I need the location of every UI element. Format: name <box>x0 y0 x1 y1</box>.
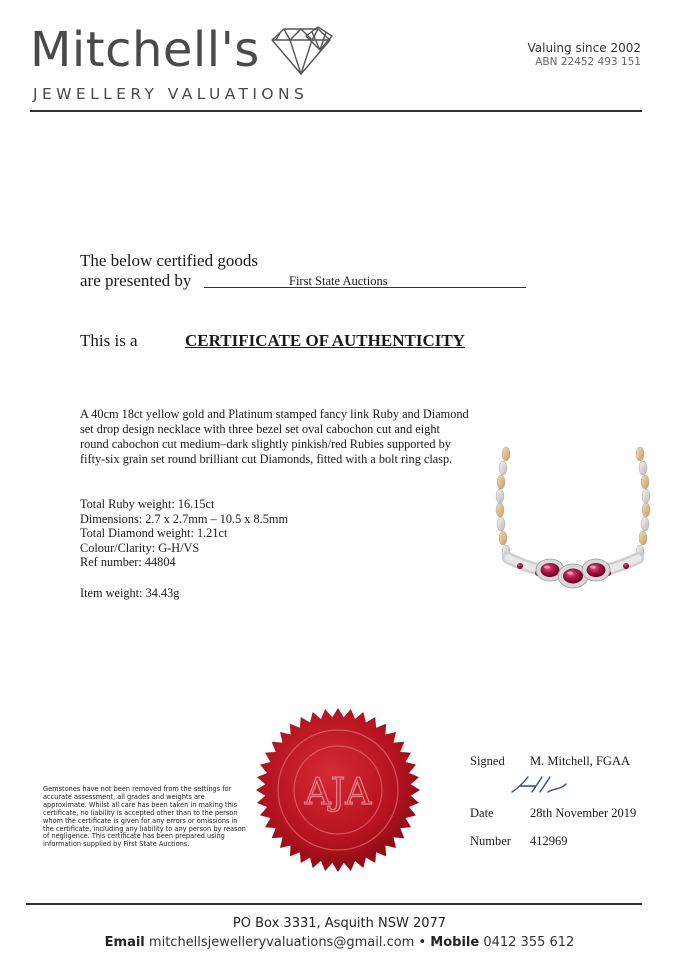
email-label: Email <box>104 935 145 950</box>
contact-separator: • <box>418 935 427 950</box>
item-description: A 40cm 18ct yellow gold and Platinum stamped fancy link Ruby and Diamond set drop design necklace with three bezel set oval cabochon cut and eight round cabochon cut medium–dark slightly pinkish/red Rubies supported by fifty-six grain set round brilliant cut Diamonds, fitted with a bolt ring clasp. <box>80 407 469 466</box>
footer-divider <box>26 903 642 905</box>
spec-diamond-weight: Total Diamond weight: 1.21ct <box>80 526 228 541</box>
necklace-image <box>478 440 668 615</box>
brand-subtitle: JEWELLERY VALUATIONS <box>33 85 309 103</box>
red-wax-seal <box>254 706 422 874</box>
spec-dimensions: Dimensions: 2.7 x 2.7mm – 10.5 x 8.5mm <box>80 511 289 526</box>
seal-monogram: AJA <box>304 772 372 813</box>
abn-number: ABN 22452 493 151 <box>535 56 641 68</box>
footer-contact <box>0 935 679 950</box>
header-divider <box>30 110 642 112</box>
certificate-title: CERTIFICATE OF AUTHENTICITY <box>185 331 465 350</box>
diamond-logo-icon <box>266 26 338 78</box>
presented-line-2: are presented by <box>80 271 192 290</box>
spec-ruby-weight: Total Ruby weight: 16.15ct <box>80 497 215 511</box>
email-value: mitchellsjewelleryvaluations@gmail.com <box>148 935 415 950</box>
disclaimer-text: Gemstones have not been removed from the settings for accurate assessment, all grades and weights are approximate. Whilst all care has been taken in making this certificate, no liability is accepted other than to the person whom the certificate is given for any errors or omissions in the certificate, including any liability to any person by reason of negligence. This certificate has been prepared using information supplied by First State Auctions. <box>43 785 246 849</box>
item-specs <box>80 497 288 570</box>
signed-value: M. Mitchell, FGAA <box>530 754 630 768</box>
brand-name: Mitchell's <box>30 22 260 78</box>
mobile-label: Mobile <box>430 935 480 950</box>
handwritten-signature <box>508 774 568 796</box>
number-value: 412969 <box>530 834 568 848</box>
date-value: 28th November 2019 <box>530 806 637 820</box>
number-label: Number <box>470 834 511 848</box>
item-weight: Item weight: 34.43g <box>80 586 180 600</box>
date-label: Date <box>470 806 494 820</box>
certificate-prefix: This is a <box>80 331 138 350</box>
spec-colour-clarity: Colour/Clarity: G-H/VS <box>80 540 200 555</box>
spec-ref-number: Ref number: 44804 <box>80 555 176 570</box>
signed-label: Signed <box>470 754 505 768</box>
presented-name: First State Auctions <box>289 274 388 288</box>
footer-address: PO Box 3331, Asquith NSW 2077 <box>232 916 447 931</box>
presented-line-1: The below certified goods <box>80 251 258 270</box>
mobile-value: 0412 355 612 <box>483 935 575 950</box>
valuing-since: Valuing since 2002 <box>527 41 641 55</box>
